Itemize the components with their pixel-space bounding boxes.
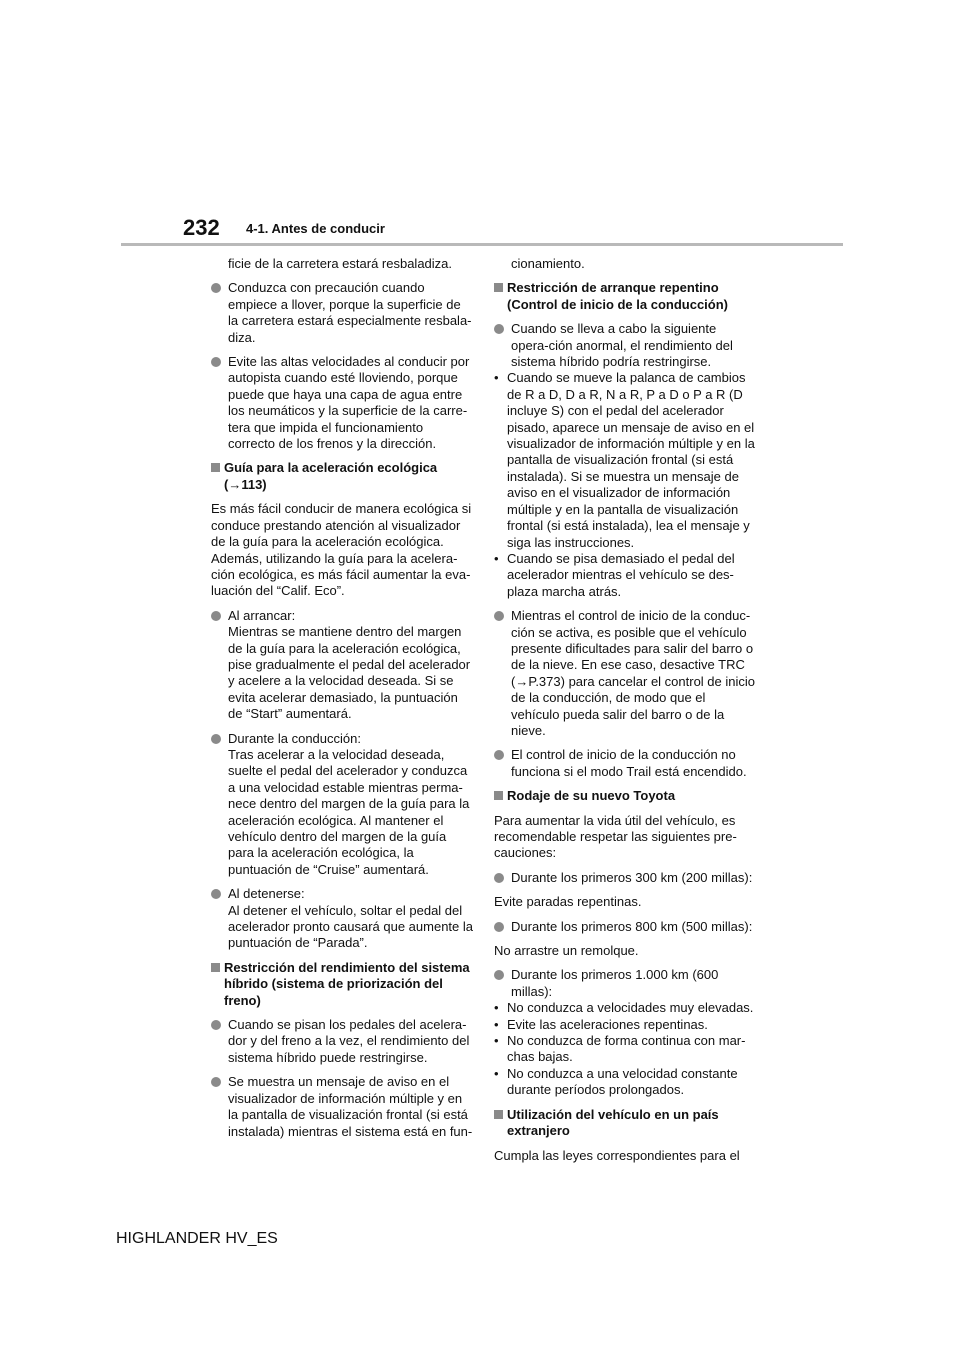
bullet-dot-icon: [494, 611, 504, 621]
bullet-item: [211, 731, 473, 879]
small-bullet-icon: •: [494, 1016, 499, 1032]
subheading-text: Rodaje de su nuevo Toyota: [507, 788, 676, 804]
bullet-dot-icon: [211, 357, 221, 367]
subheading: [494, 1107, 756, 1140]
dash-item: [494, 1033, 756, 1066]
paragraph: Es más fácil conducir de manera ecológica si conduce prestando atención al visualizador de la guía para la aceleración ecológica. Además, utilizando la guía para la acelera-ción ecológica, es más fácil aumentar la eva-luación del “Calif. Eco”.: [211, 501, 472, 599]
bullet-dot-icon: [494, 970, 504, 980]
footer-model: HIGHLANDER HV_ES: [116, 1230, 278, 1247]
subheading-text: Restricción de arranque repentino (Control de inicio de la conducción): [507, 280, 729, 312]
bullet-dot-icon: [494, 750, 504, 760]
dash-text: Cuando se mueve la palanca de cambios de R a D, D a R, N a R, P a D o P a R (D incluye S) con el pedal del acelerador pisado, aparece un mensaje de aviso en el visualizador de información múltiple y en la pantalla de visualización frontal (si está instalada). Si se muestra un mensaje de aviso en el visualizador de información múltiple y en la pantalla de visualización frontal (si está instalada), lea el mensaje y siga las instrucciones.: [507, 370, 755, 550]
paragraph: ficie de la carretera estará resbaladiza.: [228, 256, 453, 271]
bullet-item: [211, 280, 473, 346]
header-divider: [121, 243, 843, 246]
subheading-text: Guía para la aceleración ecológica (→113): [224, 460, 438, 492]
square-bullet-icon: [494, 1110, 503, 1119]
subheading: [211, 960, 473, 1009]
bullet-item: [494, 870, 756, 886]
bullet-text: Cuando se lleva a cabo la siguiente opera-ción anormal, el rendimiento del sistema híbrido podría restringirse.: [511, 321, 733, 370]
subheading: [211, 460, 473, 493]
left-column: [211, 256, 473, 1148]
bullet-text: Mientras se mantiene dentro del margen de la guía para la aceleración ecológica, pise gradualmente el pedal del acelerador y acelere a la velocidad deseada. Si se evita acelerar demasiado, la puntuación de “Start” aumentará.: [228, 624, 471, 722]
bullet-group: [494, 967, 756, 1098]
small-bullet-icon: •: [494, 550, 499, 566]
dash-item: [494, 1066, 756, 1099]
subheading-text: Restricción del rendimiento del sistema híbrido (sistema de priorización del freno): [224, 959, 470, 1008]
bullet-text: Cuando se pisan los pedales del acelera-dor y del freno a la vez, el rendimiento del sistema híbrido puede restringirse.: [228, 1017, 470, 1065]
section-title: 4-1. Antes de conducir: [246, 221, 385, 236]
dash-item: [494, 370, 756, 550]
dash-item: [494, 1017, 756, 1033]
bullet-title: Al arrancar:: [228, 607, 296, 623]
subheading-text: Utilización del vehículo en un país extranjero: [507, 1106, 719, 1139]
bullet-item: [494, 919, 756, 935]
bullet-text: Se muestra un mensaje de aviso en el visualizador de información múltiple y en la pantalla de visualización frontal (si está instalada) mientras el sistema está en fun-: [228, 1074, 473, 1139]
dash-text: No conduzca a velocidades muy elevadas.: [507, 1000, 754, 1016]
bullet-item: [211, 354, 473, 452]
bullet-title: Durante la conducción:: [228, 730, 361, 746]
bullet-title: Al detenerse:: [228, 886, 305, 902]
bullet-item: [494, 967, 756, 1000]
bullet-text: Tras acelerar a la velocidad deseada, suelte el pedal del acelerador y conduzca a una velocidad estable mientras perma-nece dentro del margen de la guía para la aceleración ecológica. Al mantener el vehículo dentro del margen de la guía para la aceleración ecológica, la puntuación de “Cruise” aumentará.: [228, 746, 470, 877]
bullet-item: [211, 1074, 473, 1140]
bullet-item: [211, 1017, 473, 1066]
paragraph: No arrastre un remolque.: [494, 943, 639, 959]
square-bullet-icon: [211, 463, 220, 472]
paragraph: Evite paradas repentinas.: [494, 894, 642, 910]
square-bullet-icon: [211, 963, 220, 972]
dash-item: [494, 1000, 756, 1016]
bullet-item: [211, 886, 473, 952]
bullet-dot-icon: [211, 283, 221, 293]
bullet-item: [494, 747, 756, 780]
bullet-text: Durante los primeros 300 km (200 millas):: [511, 869, 753, 885]
bullet-text: Mientras el control de inicio de la conduc-ción se activa, es posible que el vehículo presente dificultades para salir del barro o de la nieve. En ese caso, desactive TRC (→P.373) para cancelar el control de inicio de la conducción, de modo que el vehículo pueda salir del barro o de la nieve.: [511, 608, 756, 738]
bullet-text: Durante los primeros 800 km (500 millas):: [511, 918, 753, 934]
bullet-dot-icon: [494, 873, 504, 883]
bullet-item: [211, 608, 473, 723]
bullet-dot-icon: [211, 734, 221, 744]
small-bullet-icon: •: [494, 1033, 499, 1049]
page-number: 232: [183, 215, 220, 240]
right-column: [494, 256, 756, 1172]
bullet-dot-icon: [211, 889, 221, 899]
bullet-item: [494, 608, 756, 739]
paragraph: cionamiento.: [511, 256, 585, 271]
paragraph: Cumpla las leyes correspondientes para el: [494, 1147, 740, 1163]
bullet-text: Al detener el vehículo, soltar el pedal del acelerador pronto causará que aumente la puntuación de “Parada”.: [228, 902, 473, 951]
small-bullet-icon: •: [494, 1000, 499, 1016]
dash-text: Evite las aceleraciones repentinas.: [507, 1016, 708, 1032]
bullet-group: [494, 321, 756, 600]
dash-text: No conduzca de forma continua con mar-chas bajas.: [507, 1033, 746, 1065]
bullet-dot-icon: [211, 1020, 221, 1030]
bullet-dot-icon: [211, 611, 221, 621]
square-bullet-icon: [494, 283, 503, 292]
paragraph: Para aumentar la vida útil del vehículo, es recomendable respetar las siguientes pre-cauciones:: [494, 812, 737, 861]
subheading: [494, 788, 756, 804]
dash-item: [494, 551, 756, 600]
subheading: [494, 280, 756, 313]
bullet-text: El control de inicio de la conducción no funciona si el modo Trail está encendido.: [511, 747, 747, 779]
bullet-dot-icon: [494, 922, 504, 932]
small-bullet-icon: •: [494, 370, 499, 386]
bullet-item: [494, 321, 756, 370]
bullet-text: Durante los primeros 1.000 km (600 millas):: [511, 967, 719, 999]
bullet-dot-icon: [211, 1077, 221, 1087]
bullet-text: Conduzca con precaución cuando empiece a llover, porque la superficie de la carretera estará especialmente resbala-diza.: [228, 280, 472, 345]
dash-text: No conduzca a una velocidad constante durante períodos prolongados.: [507, 1065, 738, 1098]
square-bullet-icon: [494, 791, 503, 800]
small-bullet-icon: •: [494, 1065, 499, 1081]
dash-text: Cuando se pisa demasiado el pedal del acelerador mientras el vehículo se des-plaza marcha atrás.: [507, 550, 735, 599]
bullet-text: Evite las altas velocidades al conducir por autopista cuando esté lloviendo, porque puede que haya una capa de agua entre los neumáticos y la superficie de la carre-tera que impida el funcionamiento correcto de los frenos y la dirección.: [228, 354, 470, 452]
bullet-dot-icon: [494, 324, 504, 334]
